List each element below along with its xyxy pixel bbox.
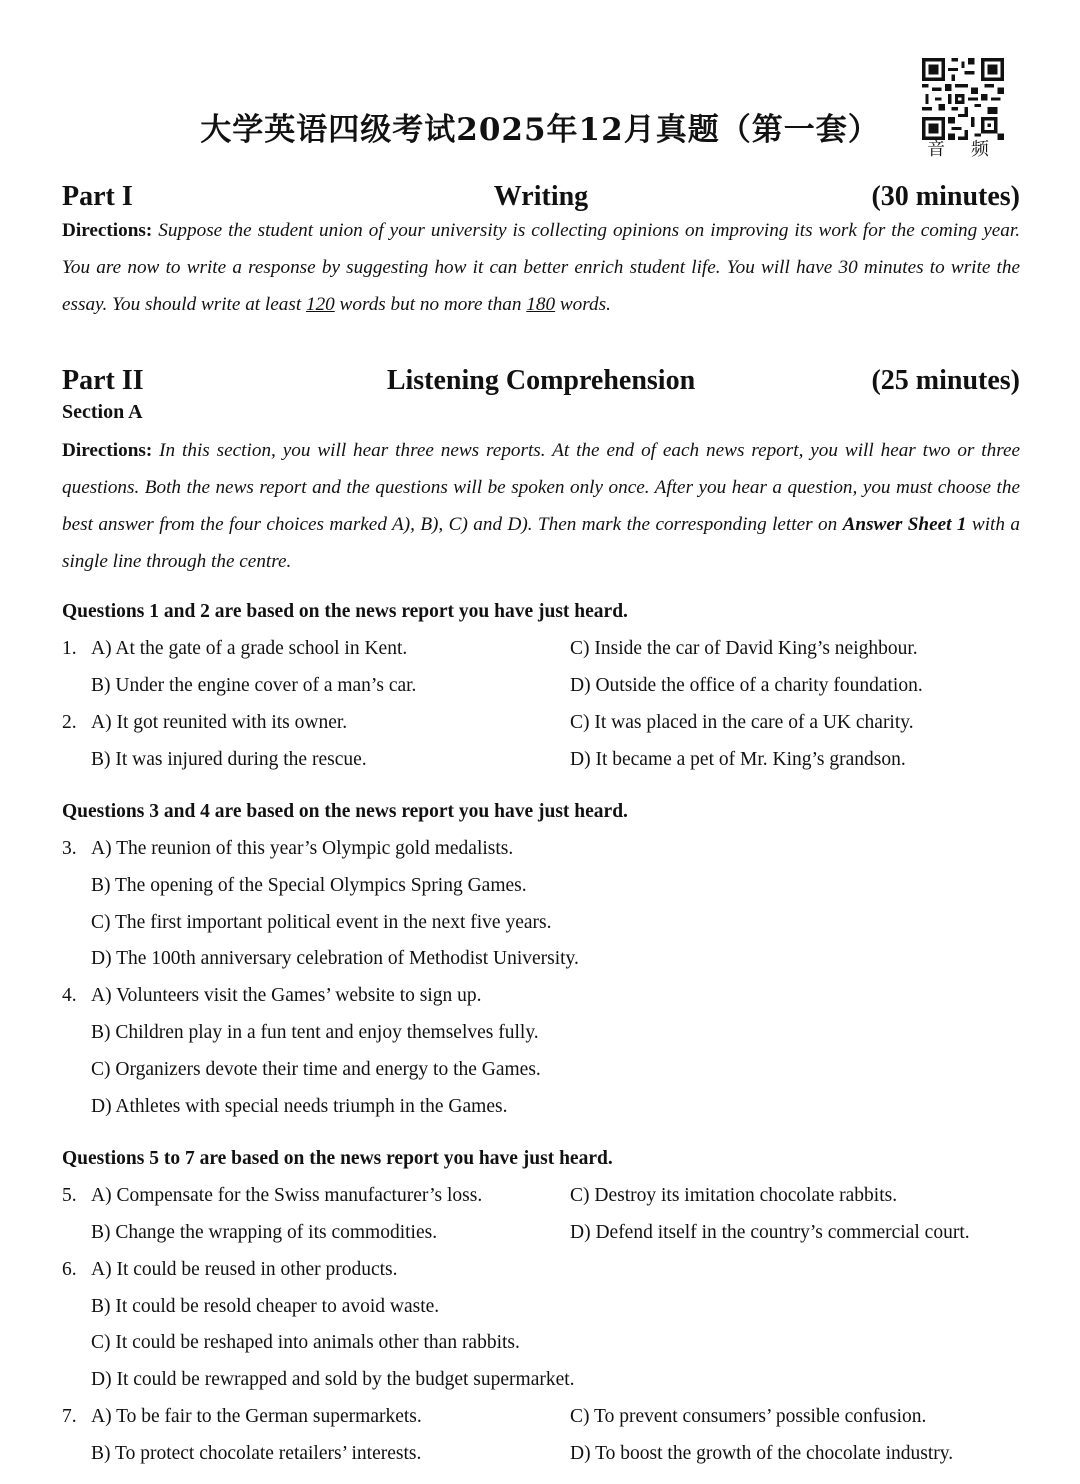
option-a: A) The reunion of this year’s Olympic gold medalists. [91, 838, 514, 859]
directions-label: Directions: [62, 220, 153, 241]
option-d: D) It became a pet of Mr. King’s grandson. [570, 749, 906, 770]
question-group-heading: Questions 5 to 7 are based on the news report you have just heard. [62, 1148, 613, 1169]
question-number: 1. [62, 638, 77, 659]
option-d: D) To boost the growth of the chocolate industry. [570, 1443, 954, 1464]
option-b: B) Under the engine cover of a man’s car. [91, 675, 417, 696]
option-b: B) It could be resold cheaper to avoid waste. [91, 1296, 440, 1317]
option-c: C) Destroy its imitation chocolate rabbits. [570, 1185, 898, 1206]
question-group-heading: Questions 3 and 4 are based on the news report you have just heard. [62, 801, 628, 822]
directions-text: with a single line through the centre. [62, 514, 1020, 572]
part2-heading [62, 365, 1020, 405]
part1-title: Writing [493, 181, 589, 212]
answer-sheet-ref: Answer Sheet 1 [842, 514, 967, 535]
directions-text: words. [555, 294, 611, 315]
option-c: C) It could be reshaped into animals other than rabbits. [91, 1332, 520, 1353]
part1-directions [62, 212, 1020, 323]
question-group-heading: Questions 1 and 2 are based on the news report you have just heard. [62, 601, 628, 622]
option-a: A) At the gate of a grade school in Kent. [91, 638, 408, 659]
option-a: A) Compensate for the Swiss manufacturer’s loss. [91, 1185, 483, 1206]
directions-text: words but no more than [334, 294, 527, 315]
part2-label: Part II [62, 365, 144, 396]
option-c: C) Organizers devote their time and energy to the Games. [91, 1059, 541, 1080]
directions-label: Directions: [62, 440, 153, 461]
question-number: 2. [62, 712, 77, 733]
question-number: 3. [62, 838, 77, 859]
option-d: D) It could be rewrapped and sold by the budget supermarket. [91, 1369, 575, 1390]
option-c: C) Inside the car of David King’s neighbour. [570, 638, 918, 659]
max-words: 180 [526, 294, 556, 315]
part2-title: Listening Comprehension [386, 365, 696, 396]
directions-text: Suppose the student union of your university is collecting opinions on improving its work for the coming year. You are now to write a response by suggesting how it can better enrich student life. You will have 30 minutes to write the essay. You should write at least [62, 220, 1020, 315]
option-d: D) The 100th anniversary celebration of Methodist University. [91, 948, 579, 969]
option-d: D) Outside the office of a charity foundation. [570, 675, 923, 696]
part2-directions [62, 432, 1020, 580]
question-number: 7. [62, 1406, 77, 1427]
min-words: 120 [305, 294, 335, 315]
page-title: 大学英语四级考试2025年12月真题（第一套） [200, 112, 880, 148]
part1-time: (30 minutes) [871, 181, 1020, 212]
option-a: A) To be fair to the German supermarkets. [91, 1406, 422, 1427]
option-d: D) Defend itself in the country’s commercial court. [570, 1222, 970, 1243]
option-b: B) The opening of the Special Olympics Spring Games. [91, 875, 527, 896]
qr-code [922, 58, 1004, 140]
option-b: B) To protect chocolate retailers’ interests. [91, 1443, 422, 1464]
question-number: 6. [62, 1259, 77, 1280]
directions-text: In this section, you will hear three news reports. At the end of each news report, you will hear two or three questions. Both the news report and the questions will be spoken only once. After you hear a question, you must choose the best answer from the four choices marked A), B), C) and D). Then mark the corresponding letter on [62, 440, 1020, 535]
part2-time: (25 minutes) [871, 365, 1020, 396]
option-b: B) It was injured during the rescue. [91, 749, 367, 770]
section-a-label: Section A [62, 401, 143, 423]
option-c: C) To prevent consumers’ possible confusion. [570, 1406, 927, 1427]
qr-caption: 音 频 [927, 139, 999, 160]
option-b: B) Change the wrapping of its commodities. [91, 1222, 438, 1243]
option-d: D) Athletes with special needs triumph in the Games. [91, 1096, 508, 1117]
option-a: A) Volunteers visit the Games’ website to sign up. [91, 985, 482, 1006]
option-a: A) It could be reused in other products. [91, 1259, 398, 1280]
option-a: A) It got reunited with its owner. [91, 712, 348, 733]
option-c: C) It was placed in the care of a UK charity. [570, 712, 914, 733]
question-number: 5. [62, 1185, 77, 1206]
question-number: 4. [62, 985, 77, 1006]
option-b: B) Children play in a fun tent and enjoy themselves fully. [91, 1022, 539, 1043]
part1-label: Part I [62, 181, 133, 212]
option-c: C) The first important political event in the next five years. [91, 912, 552, 933]
